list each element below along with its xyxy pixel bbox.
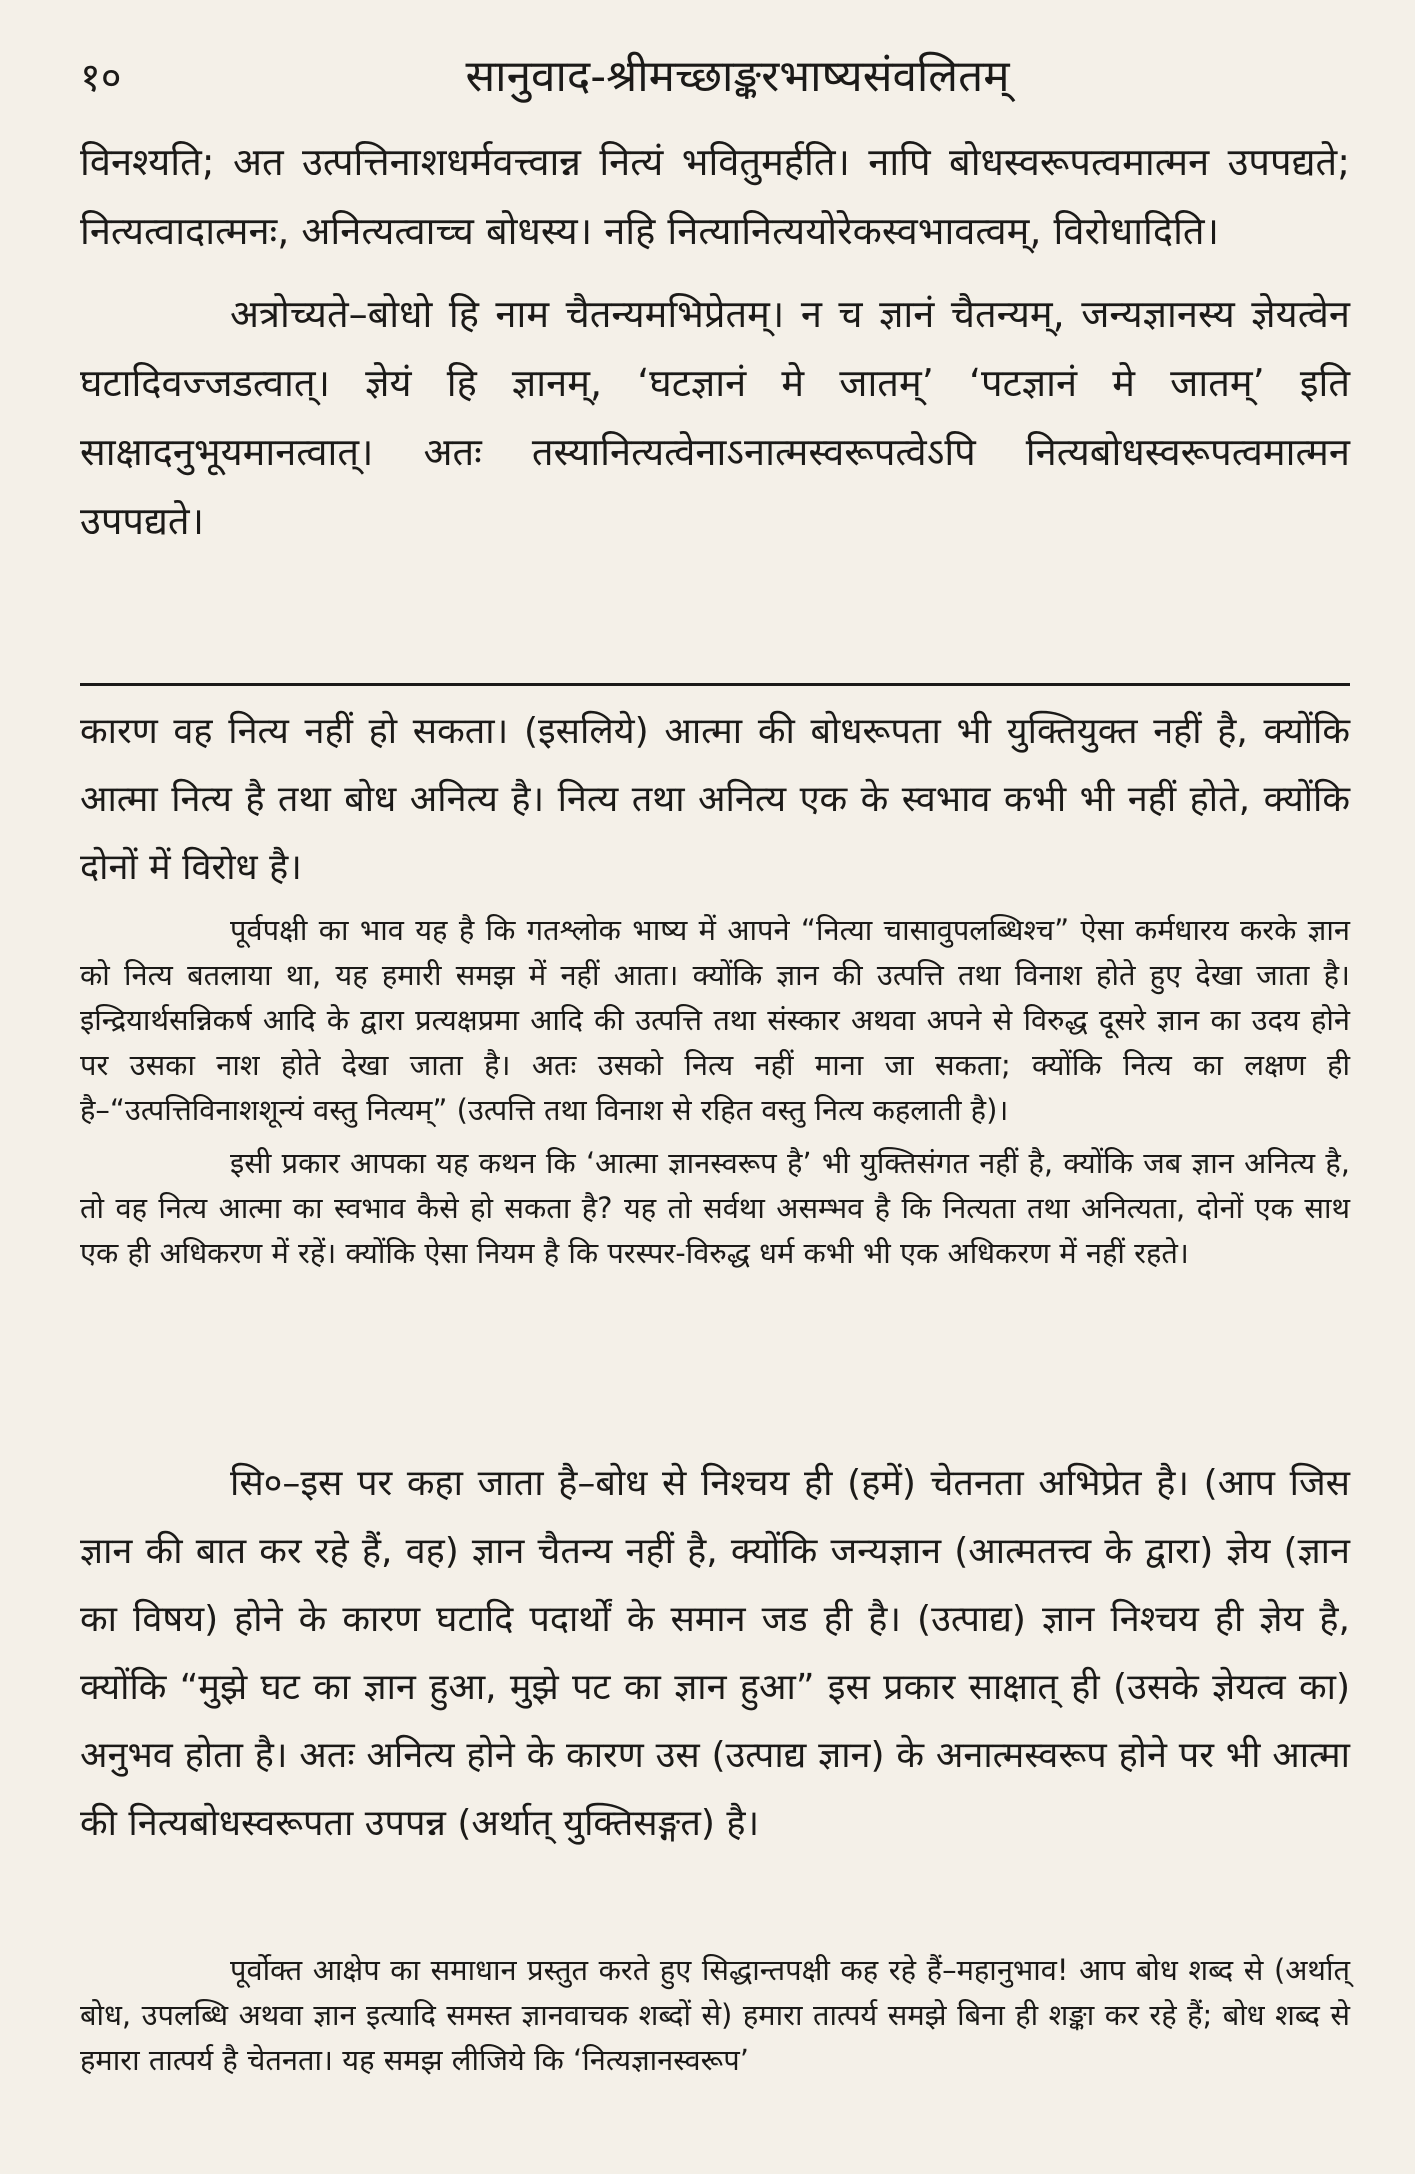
page-number: १० <box>80 55 122 101</box>
sanskrit-paragraph-1: विनश्यति; अत उत्पत्तिनाशधर्मवत्त्वान्न नित्यं भवितुमर्हति। नापि बोधस्वरूपत्वमात्मन उपपद्यते; नित्यत्वादात्मनः, अनित्यत्वाच्च बोधस्य। नहि नित्यानित्ययोरेकस्वभावत्वम्, विरोधादिति। <box>80 140 1350 253</box>
translation-paragraph-1-block <box>80 698 1350 902</box>
sanskrit-text <box>80 128 1350 556</box>
commentary-block-2 <box>80 1948 1350 2083</box>
page-header <box>80 38 1355 118</box>
commentary-block-1 <box>80 908 1350 1276</box>
translation-paragraph-2: सि०–इस पर कहा जाता है–बोध से निश्चय ही (हमें) चेतनता अभिप्रेत है। (आप जिस ज्ञान की बात कर रहे हैं, वह) ज्ञान चैतन्य नहीं है, क्योंकि जन्यज्ञान (आत्मतत्त्व के द्वारा) ज्ञेय (ज्ञान का विषय) होने के कारण घटादि पदार्थों के समान जड ही है। (उत्पाद्य) ज्ञान निश्चय ही ज्ञेय है, क्योंकि “मुझे घट का ज्ञान हुआ, मुझे पट का ज्ञान हुआ” इस प्रकार साक्षात् ही (उसके ज्ञेयत्व का) अनुभव होता है। अतः अनित्य होने के कारण उस (उत्पाद्य ज्ञान) के अनात्मस्वरूप होने पर भी आत्मा की नित्यबोधस्वरूपता उपपन्न (अर्थात् युक्तिसङ्गत) है। <box>80 1463 1350 1844</box>
section-divider <box>80 683 1350 686</box>
translation-paragraph-1: कारण वह नित्य नहीं हो सकता। (इसलिये) आत्मा की बोधरूपता भी युक्तियुक्त नहीं है, क्योंकि आत्मा नित्य है तथा बोध अनित्य है। नित्य तथा अनित्य एक के स्वभाव कभी भी नहीं होते, क्योंकि दोनों में विरोध है। <box>80 711 1350 888</box>
sanskrit-paragraph-2: अत्रोच्यते–बोधो हि नाम चैतन्यमभिप्रेतम्। न च ज्ञानं चैतन्यम्, जन्यज्ञानस्य ज्ञेयत्वेन घटादिवज्जडत्वात्। ज्ञेयं हि ज्ञानम्, ‘घटज्ञानं मे जातम्’ ‘पटज्ञानं मे जातम्’ इति साक्षादनुभूयमानत्वात्। अतः तस्यानित्यत्वेनाऽनात्मस्वरूपत्वेऽपि नित्यबोधस्वरूपत्वमात्मन उपपद्यते। <box>80 292 1350 543</box>
running-title: सानुवाद-श्रीमच्छाङ्करभाष्यसंवलितम् <box>465 51 1010 102</box>
commentary-paragraph-3: पूर्वोक्त आक्षेप का समाधान प्रस्तुत करते हुए सिद्धान्तपक्षी कह रहे हैं–महानुभाव! आप बोध शब्द से (अर्थात् बोध, उपलब्धि अथवा ज्ञान इत्यादि समस्त ज्ञानवाचक शब्दों से) हमारा तात्पर्य समझे बिना ही शङ्का कर रहे हैं; बोध शब्द से हमारा तात्पर्य है चेतनता। यह समझ लीजिये कि ‘नित्यज्ञानस्वरूप’ <box>80 1953 1350 2077</box>
commentary-paragraph-1: पूर्वपक्षी का भाव यह है कि गतश्लोक भाष्य में आपने “नित्या चासावुपलब्धिश्च” ऐसा कर्मधारय करके ज्ञान को नित्य बतलाया था, यह हमारी समझ में नहीं आता। क्योंकि ज्ञान की उत्पत्ति तथा विनाश होते हुए देखा जाता है। इन्द्रियार्थसन्निकर्ष आदि के द्वारा प्रत्यक्षप्रमा आदि की उत्पत्ति तथा संस्कार अथवा अपने से विरुद्ध दूसरे ज्ञान का उदय होने पर उसका नाश होते देखा जाता है। अतः उसको नित्य नहीं माना जा सकता; क्योंकि नित्य का लक्षण ही है–“उत्पत्तिविनाशशून्यं वस्तु नित्यम्” (उत्पत्ति तथा विनाश से रहित वस्तु नित्य कहलाती है)। <box>80 913 1350 1127</box>
commentary-paragraph-2: इसी प्रकार आपका यह कथन कि ‘आत्मा ज्ञानस्वरूप है’ भी युक्तिसंगत नहीं है, क्योंकि जब ज्ञान अनित्य है, तो वह नित्य आत्मा का स्वभाव कैसे हो सकता है? यह तो सर्वथा असम्भव है कि नित्यता तथा अनित्यता, दोनों एक साथ एक ही अधिकरण में रहें। क्योंकि ऐसा नियम है कि परस्पर-विरुद्ध धर्म कभी भी एक अधिकरण में नहीं रहते। <box>80 1146 1350 1270</box>
translation-paragraph-2-block <box>80 1450 1350 1858</box>
